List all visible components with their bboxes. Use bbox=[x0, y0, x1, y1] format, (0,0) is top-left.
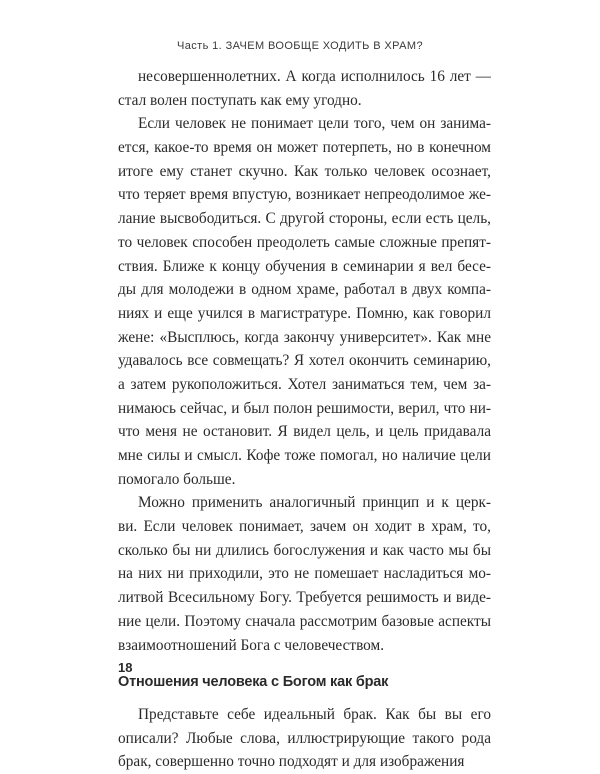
text-line: что меня не остановит. Я видел цель, и цель придавала bbox=[118, 423, 491, 441]
text-line: лание высвободиться. С другой стороны, если есть цель, bbox=[118, 210, 491, 228]
text-line: стал волен поступать как ему угодно. bbox=[118, 91, 362, 109]
text-line: мне силы и смысл. Кофе тоже помогал, но наличие цели bbox=[118, 447, 491, 464]
text-line: Если человек не понимает цели того, чем он занима- bbox=[138, 115, 491, 133]
paragraph bbox=[118, 491, 491, 657]
page-number: 18 bbox=[118, 660, 133, 675]
text-line: брак, совершенно точно подходят и для изображения bbox=[118, 753, 465, 771]
paragraph-after-heading bbox=[118, 703, 491, 774]
text-line: ется, какое-то время он может потерпеть, но в конечном bbox=[118, 139, 491, 157]
text-line: ние цели. Поэтому сначала рассмотрим базовые аспекты bbox=[118, 612, 491, 630]
text-line: описали? Любые слова, иллюстрирующие такого рода bbox=[118, 729, 491, 747]
text-line: сколько бы ни длились богослужения и как часто мы бы bbox=[118, 541, 491, 559]
text-line: на них ни приходили, это не помешает насладиться мо- bbox=[118, 565, 491, 583]
text-line: ды для молодежи в одном храме, работал в двух компа- bbox=[118, 281, 491, 299]
text-line: ниях и еще учился в магистратуре. Помню, как говорил bbox=[118, 304, 491, 322]
body-text bbox=[118, 65, 491, 774]
text-line: итоге ему станет скучно. Как только человек осознает, bbox=[118, 162, 491, 180]
text-line: помогало больше. bbox=[118, 470, 236, 488]
text-line: Можно применить аналогичный принцип и к церк- bbox=[138, 494, 491, 512]
paragraph bbox=[118, 703, 491, 774]
paragraph bbox=[118, 112, 491, 491]
text-line: нимаюсь сейчас, и был полон решимости, верил, что ни- bbox=[118, 399, 491, 417]
text-line: литвой Всесильному Богу. Требуется решимость и виде- bbox=[118, 589, 491, 607]
running-head: Часть 1. ЗАЧЕМ ВООБЩЕ ХОДИТЬ В ХРАМ? bbox=[176, 40, 423, 52]
text-line: ствия. Ближе к концу обучения в семинарии я вел бесе- bbox=[118, 257, 491, 275]
text-line: а затем рукоположиться. Хотел заниматься тем, чем за- bbox=[118, 375, 491, 393]
text-line: несовершеннолетних. А когда исполнилось 16 лет — bbox=[138, 68, 491, 85]
paragraph bbox=[118, 65, 491, 112]
text-line: взаимоотношений Бога с человечеством. bbox=[118, 636, 385, 654]
text-line: удавалось все совмещать? Я хотел окончить семинарию, bbox=[118, 352, 491, 370]
paragraphs bbox=[118, 65, 491, 657]
text-line: что теряет время впустую, возникает непреодолимое же- bbox=[118, 186, 491, 204]
text-line: жене: «Высплюсь, когда закончу университет». Как мне bbox=[118, 328, 491, 346]
section-heading: Отношения человека с Богом как брак bbox=[118, 674, 389, 691]
text-line: то человек способен преодолеть самые сложные препят- bbox=[118, 233, 491, 251]
text-line: ви. Если человек понимает, зачем он ходит в храм, то, bbox=[118, 518, 491, 536]
text-line: Представьте себе идеальный брак. Как бы вы его bbox=[138, 705, 491, 723]
